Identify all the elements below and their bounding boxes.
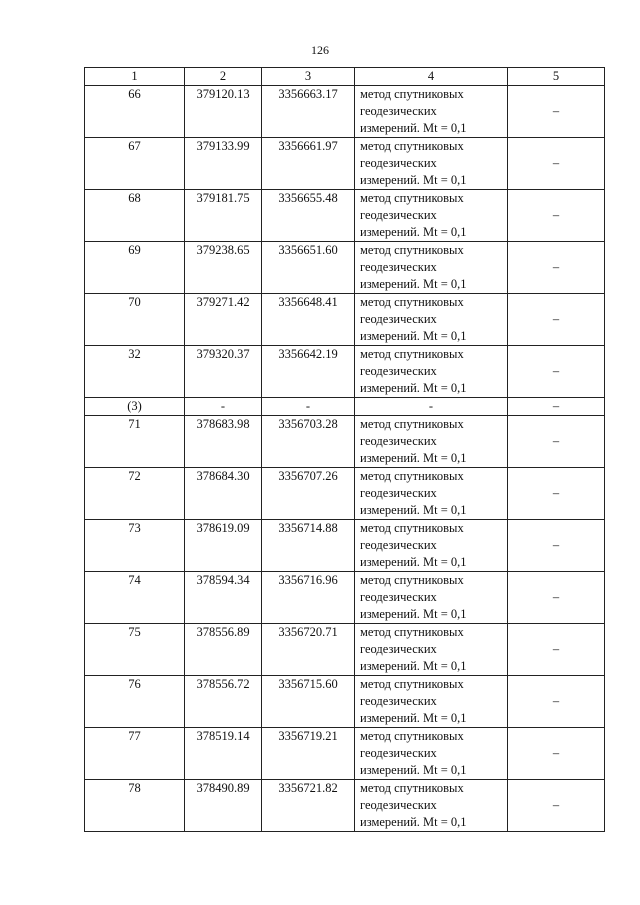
method-line: измерений. Mt = 0,1 (360, 607, 467, 621)
method-cell (355, 468, 508, 520)
x-coordinate-cell: 379271.42 (185, 294, 262, 346)
table-row (85, 520, 605, 572)
method-line: геодезических (360, 260, 437, 274)
method-line: измерений. Mt = 0,1 (360, 711, 467, 725)
method-line: измерений. Mt = 0,1 (360, 121, 467, 135)
column-header: 3 (262, 68, 355, 86)
y-coordinate-cell: - (262, 398, 355, 416)
x-coordinate-cell: 379120.13 (185, 86, 262, 138)
note-cell: – (508, 86, 605, 138)
y-coordinate-cell: 3356661.97 (262, 138, 355, 190)
method-line: метод спутниковых (360, 521, 464, 535)
y-coordinate-cell: 3356719.21 (262, 728, 355, 780)
point-number-cell: 78 (85, 780, 185, 832)
method-line: метод спутниковых (360, 625, 464, 639)
y-coordinate-cell: 3356714.88 (262, 520, 355, 572)
x-coordinate-cell: 379181.75 (185, 190, 262, 242)
method-line: метод спутниковых (360, 677, 464, 691)
coordinates-table (84, 67, 605, 832)
method-line: метод спутниковых (360, 729, 464, 743)
point-number-cell: 71 (85, 416, 185, 468)
point-number-cell: 32 (85, 346, 185, 398)
x-coordinate-cell: 378519.14 (185, 728, 262, 780)
x-coordinate-cell: 378594.34 (185, 572, 262, 624)
point-number-cell: 76 (85, 676, 185, 728)
y-coordinate-cell: 3356703.28 (262, 416, 355, 468)
table-row (85, 294, 605, 346)
method-cell (355, 190, 508, 242)
point-number-cell: 69 (85, 242, 185, 294)
column-header: 1 (85, 68, 185, 86)
method-line: метод спутниковых (360, 417, 464, 431)
table-row (85, 346, 605, 398)
method-line: метод спутниковых (360, 573, 464, 587)
method-line: геодезических (360, 104, 437, 118)
method-line: геодезических (360, 312, 437, 326)
note-cell: – (508, 138, 605, 190)
method-line: измерений. Mt = 0,1 (360, 763, 467, 777)
method-line: измерений. Mt = 0,1 (360, 503, 467, 517)
note-cell: – (508, 416, 605, 468)
method-line: измерений. Mt = 0,1 (360, 277, 467, 291)
method-cell (355, 294, 508, 346)
method-line: измерений. Mt = 0,1 (360, 329, 467, 343)
y-coordinate-cell: 3356642.19 (262, 346, 355, 398)
page-number: 126 (311, 43, 329, 57)
point-number-cell: 68 (85, 190, 185, 242)
y-coordinate-cell: 3356663.17 (262, 86, 355, 138)
column-header: 5 (508, 68, 605, 86)
method-cell (355, 416, 508, 468)
y-coordinate-cell: 3356716.96 (262, 572, 355, 624)
y-coordinate-cell: 3356720.71 (262, 624, 355, 676)
method-line: геодезических (360, 746, 437, 760)
table-row (85, 468, 605, 520)
note-cell: – (508, 242, 605, 294)
method-line: геодезических (360, 642, 437, 656)
point-number-cell: 77 (85, 728, 185, 780)
method-cell (355, 780, 508, 832)
column-header: 2 (185, 68, 262, 86)
x-coordinate-cell: - (185, 398, 262, 416)
x-coordinate-cell: 378490.89 (185, 780, 262, 832)
method-cell (355, 520, 508, 572)
table-row (85, 416, 605, 468)
point-number-cell: 75 (85, 624, 185, 676)
method-cell (355, 676, 508, 728)
method-line: метод спутниковых (360, 191, 464, 205)
method-cell (355, 572, 508, 624)
table-header-row (85, 68, 605, 86)
table-row (85, 86, 605, 138)
x-coordinate-cell: 378556.72 (185, 676, 262, 728)
x-coordinate-cell: 379320.37 (185, 346, 262, 398)
note-cell: – (508, 728, 605, 780)
table-row (85, 138, 605, 190)
method-line: измерений. Mt = 0,1 (360, 451, 467, 465)
method-line: измерений. Mt = 0,1 (360, 555, 467, 569)
method-line: геодезических (360, 694, 437, 708)
x-coordinate-cell: 378619.09 (185, 520, 262, 572)
table-row (85, 624, 605, 676)
method-line: метод спутниковых (360, 295, 464, 309)
x-coordinate-cell: 378556.89 (185, 624, 262, 676)
point-number-cell: 73 (85, 520, 185, 572)
point-number-cell: (3) (85, 398, 185, 416)
table-row (85, 242, 605, 294)
point-number-cell: 70 (85, 294, 185, 346)
table-separator-row (85, 398, 605, 416)
note-cell: – (508, 520, 605, 572)
method-line: метод спутниковых (360, 347, 464, 361)
method-line: метод спутниковых (360, 469, 464, 483)
method-cell (355, 86, 508, 138)
point-number-cell: 66 (85, 86, 185, 138)
table-row (85, 190, 605, 242)
method-line: - (428, 399, 434, 413)
point-number-cell: 67 (85, 138, 185, 190)
method-cell (355, 398, 508, 416)
method-cell (355, 242, 508, 294)
method-cell (355, 624, 508, 676)
y-coordinate-cell: 3356648.41 (262, 294, 355, 346)
note-cell: – (508, 676, 605, 728)
point-number-cell: 74 (85, 572, 185, 624)
table-row (85, 780, 605, 832)
table-row (85, 728, 605, 780)
table-row (85, 572, 605, 624)
point-number-cell: 72 (85, 468, 185, 520)
method-line: геодезических (360, 798, 437, 812)
note-cell: – (508, 398, 605, 416)
method-line: геодезических (360, 208, 437, 222)
table-body (85, 86, 605, 832)
y-coordinate-cell: 3356651.60 (262, 242, 355, 294)
method-cell (355, 138, 508, 190)
method-line: геодезических (360, 156, 437, 170)
column-header: 4 (355, 68, 508, 86)
method-line: геодезических (360, 486, 437, 500)
note-cell: – (508, 190, 605, 242)
method-line: метод спутниковых (360, 139, 464, 153)
method-line: геодезических (360, 590, 437, 604)
method-line: измерений. Mt = 0,1 (360, 381, 467, 395)
table-row (85, 676, 605, 728)
method-line: геодезических (360, 538, 437, 552)
method-line: метод спутниковых (360, 781, 464, 795)
note-cell: – (508, 468, 605, 520)
y-coordinate-cell: 3356707.26 (262, 468, 355, 520)
note-cell: – (508, 624, 605, 676)
method-line: метод спутниковых (360, 243, 464, 257)
y-coordinate-cell: 3356655.48 (262, 190, 355, 242)
method-line: измерений. Mt = 0,1 (360, 173, 467, 187)
method-cell (355, 728, 508, 780)
method-line: измерений. Mt = 0,1 (360, 815, 467, 829)
method-line: метод спутниковых (360, 87, 464, 101)
x-coordinate-cell: 378683.98 (185, 416, 262, 468)
method-line: измерений. Mt = 0,1 (360, 659, 467, 673)
y-coordinate-cell: 3356715.60 (262, 676, 355, 728)
method-cell (355, 346, 508, 398)
x-coordinate-cell: 379238.65 (185, 242, 262, 294)
method-line: геодезических (360, 434, 437, 448)
note-cell: – (508, 294, 605, 346)
note-cell: – (508, 572, 605, 624)
x-coordinate-cell: 379133.99 (185, 138, 262, 190)
note-cell: – (508, 780, 605, 832)
method-line: геодезических (360, 364, 437, 378)
x-coordinate-cell: 378684.30 (185, 468, 262, 520)
note-cell: – (508, 346, 605, 398)
method-line: измерений. Mt = 0,1 (360, 225, 467, 239)
y-coordinate-cell: 3356721.82 (262, 780, 355, 832)
